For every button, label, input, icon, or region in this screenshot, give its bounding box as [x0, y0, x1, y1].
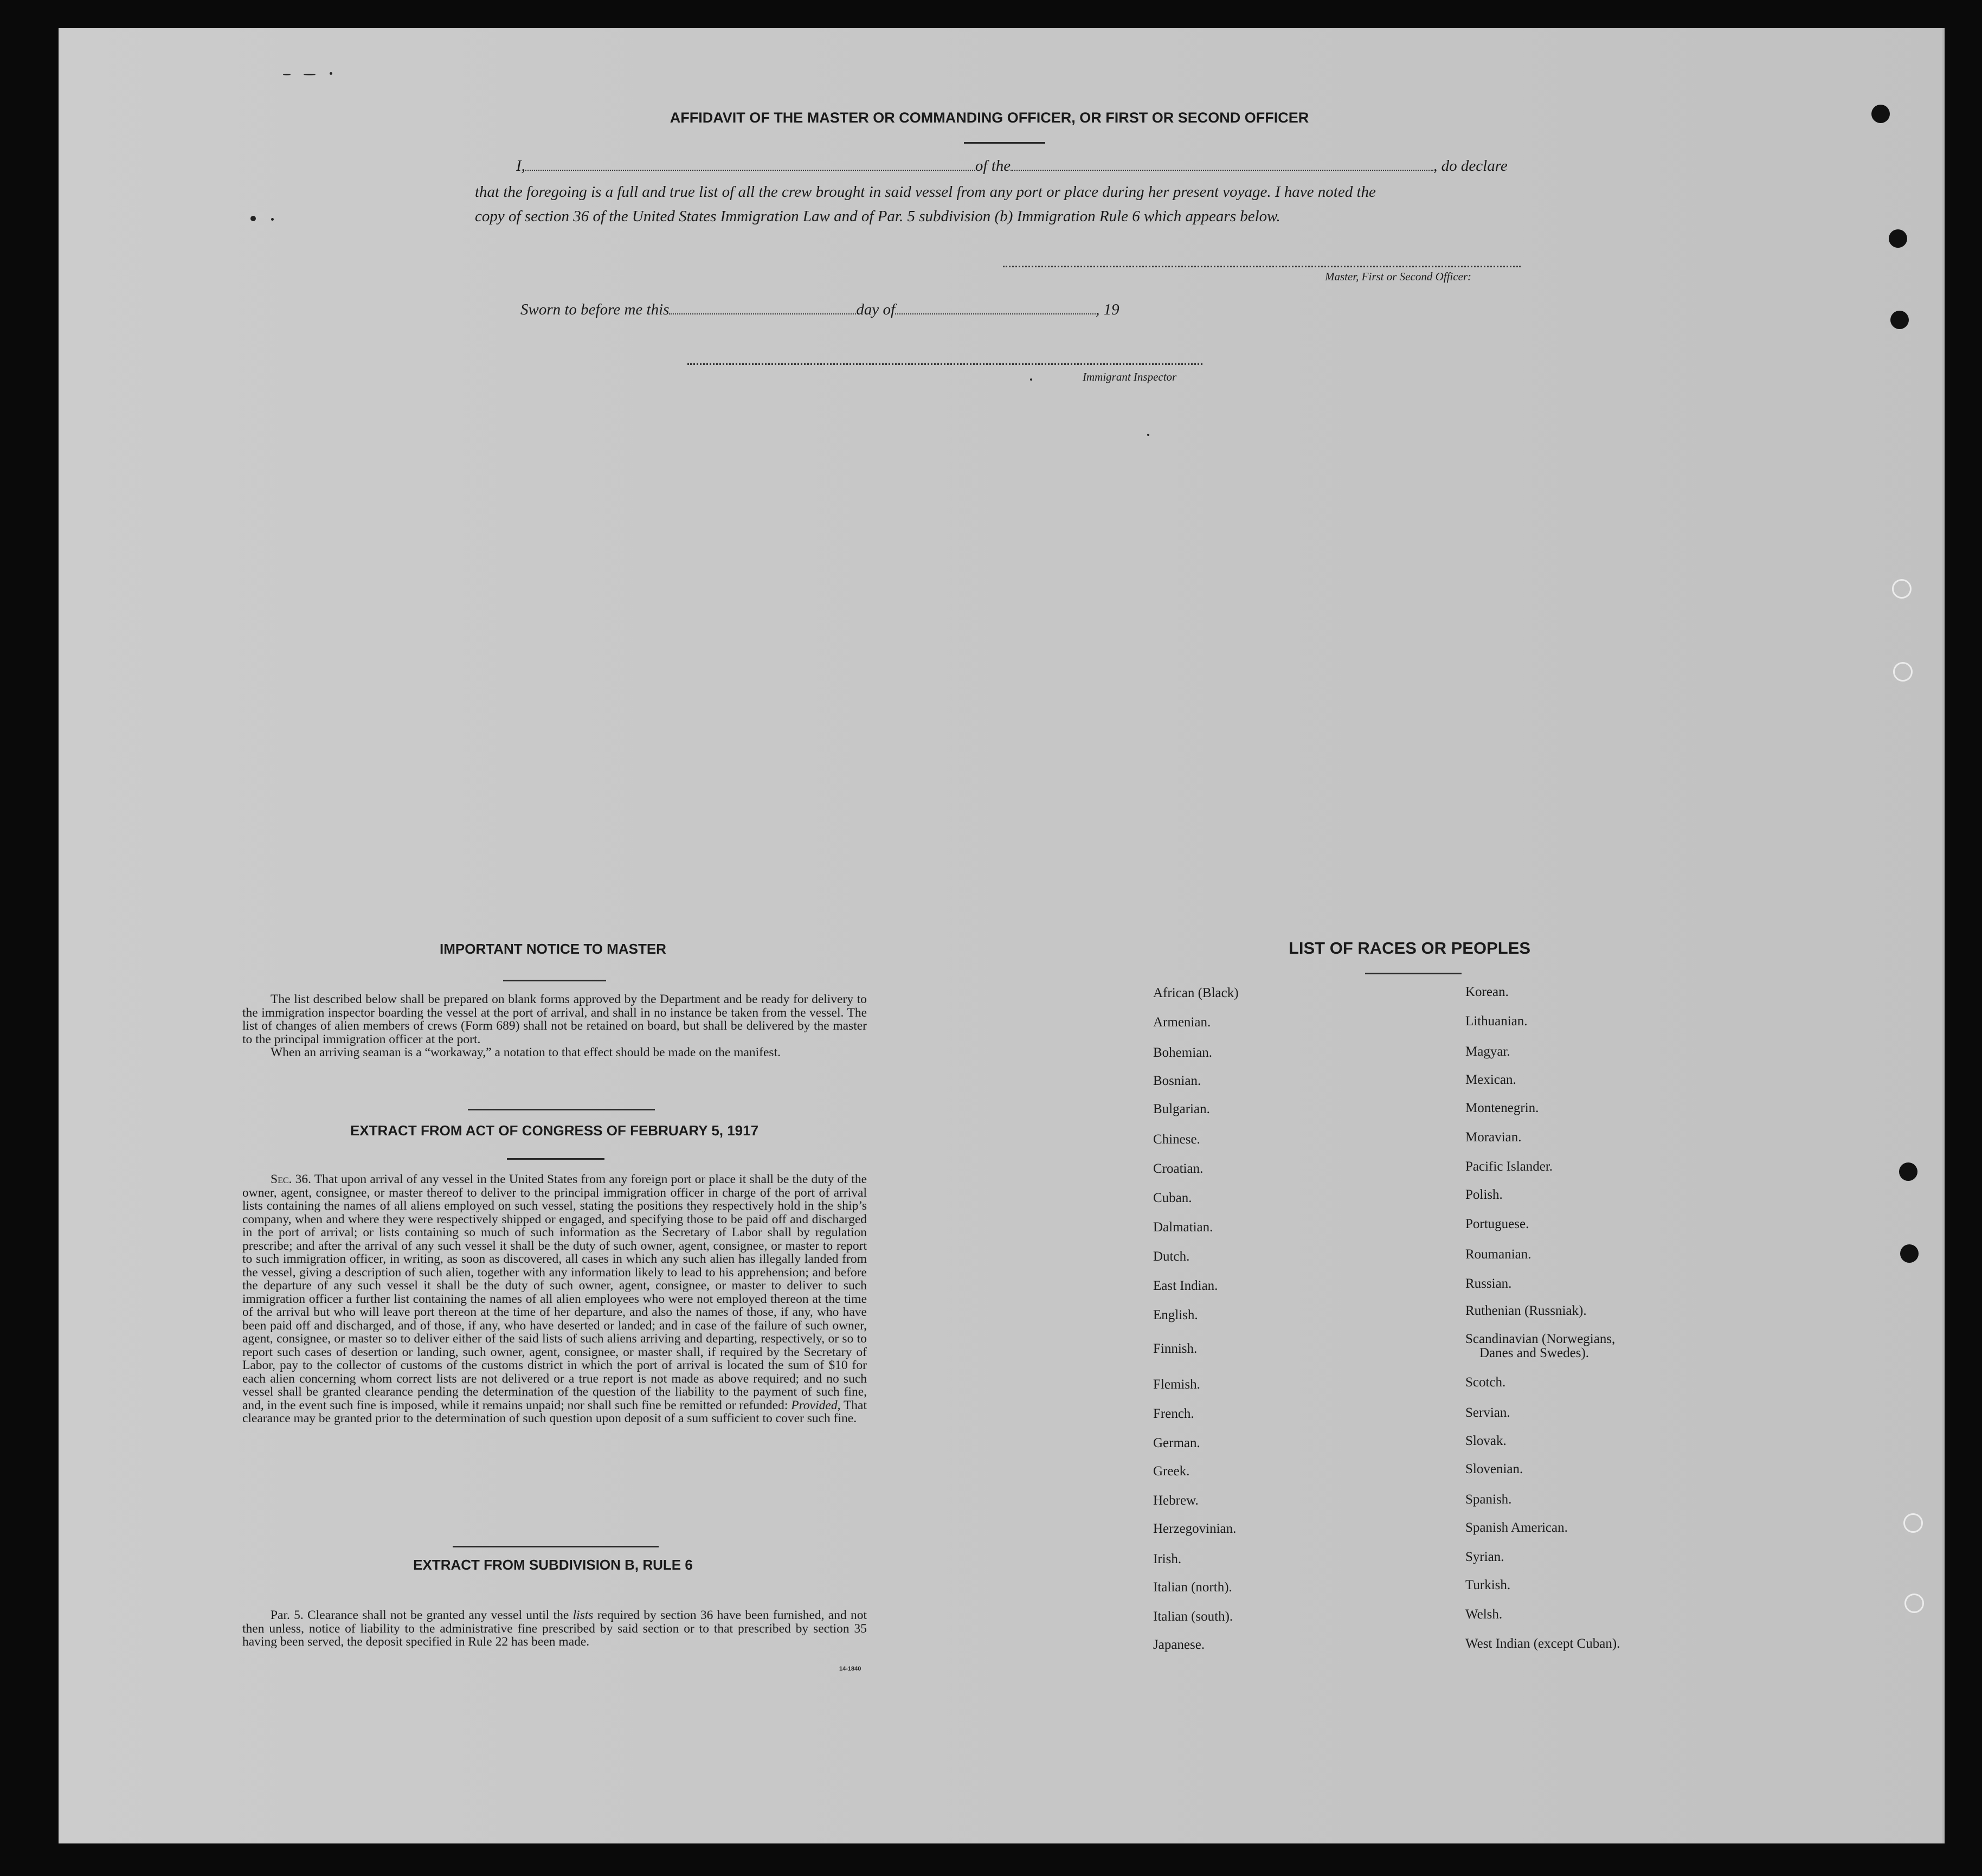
- notice-body: [242, 993, 867, 1059]
- race-item: Greek.: [1153, 1464, 1190, 1479]
- race-item: Bosnian.: [1153, 1074, 1201, 1088]
- declarant-name-field[interactable]: [525, 169, 975, 171]
- section-body: That upon arrival of any vessel in the United States from any foreign port or place it shall be the duty of the owner, agent, consignee, or master thereof to deliver to the principal immigration officer in charge of the port of arrival lists containing the names of all aliens employed on such vessel, stating the positions they respectively hold in the ship’s company, when and where they were respectively shipped or engaged, and specifying those to be paid off and discharged in the port of arrival; or lists containing so much of such information as the Secretary of Labor shall by regulation prescribe; and after the arrival of any such vessel it shall be the duty of such owner, agent, consignee, or master to report to such immigration officer, in writing, as soon as discovered, all cases in which any such alien has illegally landed from the vessel, giving a description of such alien, together with any information likely to lead to his apprehension; and before the departure of any such vessel it shall be the duty of such owner, agent, consignee, or master to deliver to such immigration officer a further list containing the names of all alien employees who were not employed thereon at the time of the arrival but who will leave port thereon at the time of her departure, and also the names of those, if any, who have been paid off and discharged, and of those, if any, who have deserted or landed; and in case of the failure of such owner, agent, consignee, or master so to deliver either of the said lists of such aliens arriving and departing, respectively, or so to report such cases of desertion or landing, such owner, agent, consignee, or master shall, if required by the Secretary of Labor, pay to the collector of customs of the customs district in which the port of arrival is located the sum of $10 for each alien concerning whom correct lists are not delivered or a true report is not made as above required; and no such vessel shall be granted clearance pending the determination of the question of the liability to the payment of such fine, and, in the event such fine is imposed, while it remains unpaid; nor shall such fine be remitted or refunded:: [242, 1172, 867, 1412]
- race-item: Dutch.: [1153, 1249, 1190, 1264]
- par-5-a: Par. 5. Clearance shall not be granted any vessel until the: [271, 1608, 569, 1622]
- notice-paragraph-2: When an arriving seaman is a “workaway,” a notation to that effect should be made on the manifest.: [271, 1045, 781, 1059]
- punch-hole: [1903, 1513, 1923, 1533]
- form-number: 14-1840: [839, 1666, 861, 1672]
- speck: [250, 216, 256, 221]
- race-item: French.: [1153, 1406, 1194, 1421]
- race-item: Irish.: [1153, 1552, 1182, 1566]
- race-item: Flemish.: [1153, 1377, 1200, 1392]
- speck: [330, 72, 332, 75]
- section-36-text: [242, 1173, 867, 1425]
- race-item: Italian (south).: [1153, 1609, 1233, 1624]
- title-underline: [964, 142, 1045, 144]
- race-item: Moravian.: [1465, 1130, 1522, 1145]
- speck: [283, 74, 291, 75]
- sworn-month-field[interactable]: [895, 313, 1096, 314]
- race-item: Spanish.: [1465, 1492, 1512, 1507]
- race-item: German.: [1153, 1436, 1200, 1450]
- race-item: Polish.: [1465, 1187, 1503, 1202]
- act-extract-body: [242, 1173, 867, 1425]
- race-item: Finnish.: [1153, 1341, 1198, 1356]
- race-item: Montenegrin.: [1465, 1101, 1539, 1115]
- punch-hole: [1892, 579, 1912, 599]
- speck: [1147, 434, 1149, 436]
- race-item: Armenian.: [1153, 1015, 1211, 1030]
- declare-suffix: , do declare: [1433, 157, 1508, 175]
- race-item: Scotch.: [1465, 1375, 1506, 1390]
- race-item: Slovenian.: [1465, 1462, 1523, 1476]
- punch-hole: [1871, 105, 1890, 123]
- race-item: Portuguese.: [1465, 1217, 1529, 1231]
- lists-word: lists: [572, 1608, 594, 1622]
- race-item: Hebrew.: [1153, 1493, 1199, 1508]
- par-5-b: required by section 36 have been furnished, and not then unless, notice of liability to the administrative fine prescribed by said section or to that prescribed by section 35 having been served, the deposit specified in Rule 22 has been made.: [242, 1608, 867, 1649]
- affidavit-title: AFFIDAVIT OF THE MASTER OR COMMANDING OFFICER, OR FIRST OR SECOND OFFICER: [670, 110, 1309, 126]
- race-item: East Indian.: [1153, 1278, 1218, 1293]
- race-item: Herzegovinian.: [1153, 1521, 1237, 1536]
- race-item: Mexican.: [1465, 1072, 1516, 1087]
- race-item: Danes and Swedes).: [1479, 1346, 1590, 1360]
- page-edge: [1942, 28, 1945, 1843]
- sworn-day-label: day of: [856, 301, 896, 318]
- race-item: Magyar.: [1465, 1044, 1510, 1059]
- races-right-column: [1465, 0, 1791, 1876]
- divider: [453, 1546, 659, 1547]
- notice-paragraph-1: The list described below shall be prepared on blank forms approved by the Department and be ready for delivery to the immigration inspector boarding the vessel at the port of arrival, and shall in no instance be taken from the vessel. The list of changes of alien members of crews (Form 689) shall not be retained on board, but shall be delivered by the master to the principal immigration officer at the port.: [242, 992, 867, 1046]
- race-item: Spanish American.: [1465, 1520, 1568, 1535]
- race-item: Italian (north).: [1153, 1580, 1232, 1595]
- race-item: West Indian (except Cuban).: [1465, 1636, 1620, 1651]
- sworn-line: [520, 301, 1119, 319]
- punch-hole: [1889, 229, 1907, 248]
- declarant-prefix: I,: [516, 157, 525, 175]
- rule-extract-title: EXTRACT FROM SUBDIVISION B, RULE 6: [413, 1557, 693, 1573]
- race-item: Ruthenian (Russniak).: [1465, 1303, 1587, 1318]
- inspector-caption: Immigrant Inspector: [1083, 370, 1177, 383]
- punch-hole: [1900, 1244, 1919, 1263]
- race-item: Welsh.: [1465, 1607, 1503, 1622]
- race-item: Bulgarian.: [1153, 1102, 1210, 1116]
- punch-hole: [1890, 311, 1909, 329]
- vessel-prefix: of the: [975, 157, 1011, 175]
- race-item: Scandinavian (Norwegians,: [1465, 1332, 1616, 1346]
- punch-hole: [1904, 1594, 1924, 1613]
- race-item: Slovak.: [1465, 1434, 1507, 1448]
- officer-caption: Master, First or Second Officer:: [1325, 270, 1472, 283]
- race-item: Dalmatian.: [1153, 1220, 1213, 1235]
- speck: [271, 218, 274, 221]
- notice-underline: [503, 980, 606, 981]
- race-item: Russian.: [1465, 1276, 1512, 1291]
- sworn-year: , 19: [1096, 301, 1119, 318]
- race-item: Pacific Islander.: [1465, 1159, 1553, 1174]
- race-item: African (Black): [1153, 986, 1239, 1000]
- rule-extract-body: [242, 1609, 867, 1649]
- inspector-signature-line[interactable]: [687, 363, 1202, 365]
- race-item: Servian.: [1465, 1405, 1510, 1420]
- race-item: Korean.: [1465, 985, 1509, 999]
- race-item: Syrian.: [1465, 1550, 1504, 1564]
- race-item: Japanese.: [1153, 1637, 1205, 1652]
- par-5-text: [242, 1609, 867, 1649]
- act-extract-title: EXTRACT FROM ACT OF CONGRESS OF FEBRUARY 5, 1917: [350, 1122, 759, 1139]
- declaration-line-2: that the foregoing is a full and true list of all the crew brought in said vessel from any port or place during her present voyage. I have noted the: [475, 183, 1376, 201]
- punch-hole: [1893, 662, 1913, 682]
- provided-label: Provided,: [791, 1398, 841, 1412]
- act-extract-underline: [507, 1158, 604, 1160]
- punch-hole: [1899, 1162, 1917, 1181]
- race-item: Cuban.: [1153, 1191, 1192, 1205]
- divider: [468, 1109, 655, 1110]
- race-item: Croatian.: [1153, 1161, 1204, 1176]
- notice-title: IMPORTANT NOTICE TO MASTER: [440, 941, 666, 957]
- section-body-end: That clearance may be granted prior to the determination of such question upon deposit of a sum sufficient to cover such fine.: [242, 1398, 867, 1425]
- sworn-day-field[interactable]: [669, 313, 856, 314]
- section-label: Sec. 36.: [271, 1172, 311, 1186]
- speck: [304, 74, 316, 75]
- race-item: Chinese.: [1153, 1132, 1200, 1147]
- race-item: Bohemian.: [1153, 1045, 1213, 1060]
- sworn-prefix: Sworn to before me this: [520, 301, 670, 318]
- declaration-line-3: copy of section 36 of the United States Immigration Law and of Par. 5 subdivision (b) Immigration Rule 6 which appears below.: [475, 208, 1280, 225]
- race-item: English.: [1153, 1308, 1198, 1322]
- races-title: LIST OF RACES OR PEOPLES: [1288, 939, 1531, 958]
- races-left-column: [1153, 0, 1478, 1876]
- speck: [1030, 378, 1032, 381]
- race-item: Roumanian.: [1465, 1247, 1531, 1262]
- race-item: Lithuanian.: [1465, 1014, 1528, 1029]
- race-item: Turkish.: [1465, 1578, 1511, 1592]
